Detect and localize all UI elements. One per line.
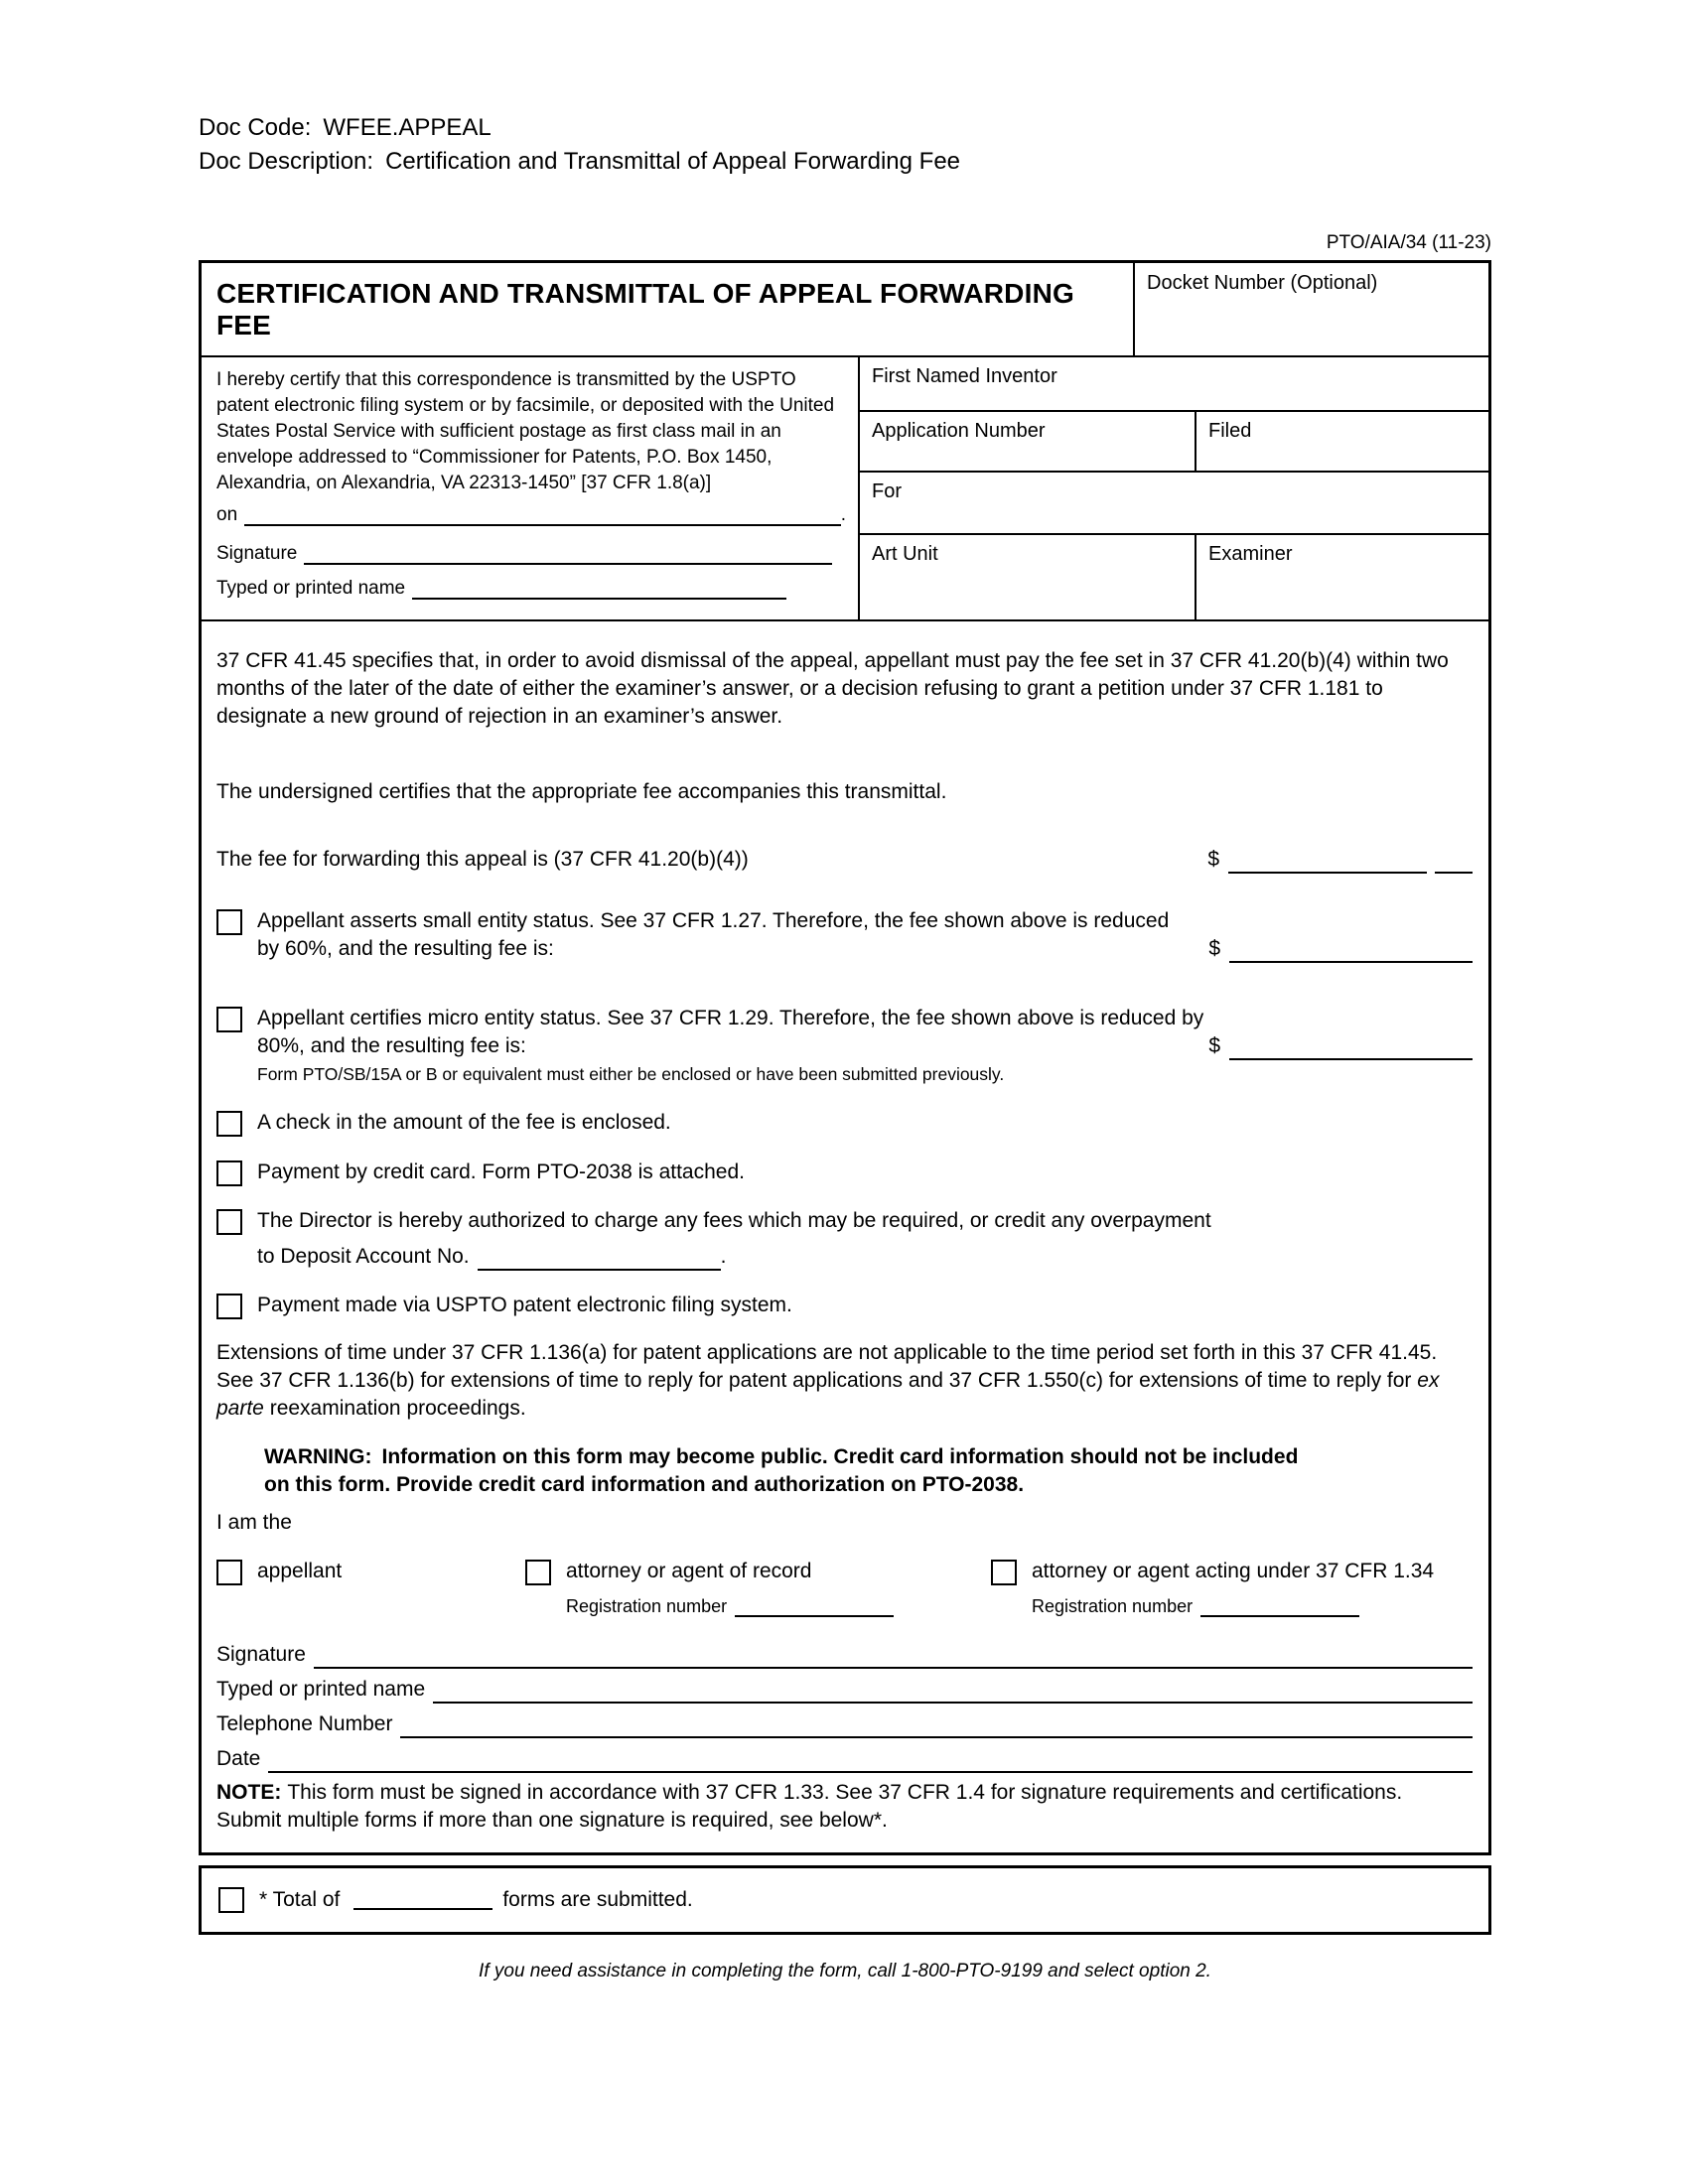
small-entity-line1: Appellant asserts small entity status. See 37 CFR 1.27. Therefore, the fee shown above is reduced <box>257 909 1170 932</box>
artunit-examiner-row <box>860 535 1488 619</box>
micro-entity-line2-text: 80%, and the resulting fee is: <box>257 1034 526 1057</box>
registration-number-field-record[interactable] <box>735 1599 894 1617</box>
cert-typed-name-field[interactable] <box>412 579 786 600</box>
i-am-the-label: I am the <box>216 1511 292 1534</box>
cert-typed-name-label: Typed or printed name <box>216 578 406 599</box>
note-label: NOTE: <box>216 1781 282 1804</box>
date-line <box>216 1745 1473 1773</box>
deposit-period: . <box>720 1245 727 1268</box>
attorney-acting-col <box>991 1558 1473 1617</box>
registration-number-field-acting[interactable] <box>1200 1599 1359 1617</box>
fee-amount-field-cents[interactable] <box>1435 854 1473 874</box>
registration-number-label: Registration number <box>566 1596 728 1616</box>
signer-type-row <box>216 1558 1473 1617</box>
warning-text1: Information on this form may become public. Credit card information should not be included <box>381 1445 1299 1468</box>
attorney-acting-label: attorney or agent acting under 37 CFR 1.34 <box>1032 1560 1435 1582</box>
typed-name-field[interactable] <box>433 1682 1473 1704</box>
total-forms-post-label: forms are submitted. <box>502 1888 693 1911</box>
micro-entity-content <box>257 1005 1473 1086</box>
application-number-cell[interactable] <box>860 412 1195 471</box>
credit-card-checkbox[interactable] <box>216 1160 242 1186</box>
fee-line <box>216 846 1473 874</box>
cert-signature-field[interactable] <box>304 544 832 565</box>
small-entity-line2 <box>257 935 1473 963</box>
micro-entity-row <box>216 1005 1473 1086</box>
note-paragraph <box>216 1779 1473 1835</box>
date-label: Date <box>216 1747 261 1770</box>
cert-signature-label: Signature <box>216 543 298 564</box>
deposit-account-line <box>257 1243 1473 1271</box>
appellant-checkbox[interactable] <box>216 1560 242 1585</box>
first-named-inventor-label: First Named Inventor <box>872 365 1057 387</box>
total-forms-count-field[interactable] <box>353 1890 492 1910</box>
small-entity-content <box>257 907 1473 963</box>
registration-number-line-acting <box>1032 1595 1473 1617</box>
total-forms-pre-label: * Total of <box>259 1888 341 1911</box>
appellant-option <box>216 1558 525 1585</box>
deposit-authorization-content <box>257 1207 1473 1271</box>
telephone-label: Telephone Number <box>216 1712 393 1735</box>
filed-cell[interactable] <box>1195 412 1488 471</box>
typed-name-line <box>216 1676 1473 1704</box>
deposit-account-label: to Deposit Account No. <box>257 1245 470 1268</box>
signature-line <box>216 1641 1473 1669</box>
footer-help-text: If you need assistance in completing the form, call 1-800-PTO-9199 and select option 2. <box>479 1961 1211 1981</box>
mailing-date-line <box>216 504 846 526</box>
on-period: . <box>840 504 846 525</box>
small-entity-row <box>216 907 1473 963</box>
check-enclosed-label: A check in the amount of the fee is enclosed. <box>257 1111 671 1134</box>
deposit-authorization-line1: The Director is hereby authorized to charge any fees which may be required, or credit any overpayment <box>257 1209 1211 1232</box>
efs-payment-checkbox[interactable] <box>216 1294 242 1319</box>
warning-block <box>264 1443 1473 1499</box>
deposit-authorization-checkbox[interactable] <box>216 1209 242 1235</box>
extensions-text-pre: Extensions of time under 37 CFR 1.136(a) for patent applications are not applicable to the time period set forth in this 37 CFR 41.45. See 37 CFR 1.136(b) for extensions of time to reply for patent applications and 37 CFR 1.550(c) for extensions of time to reply for <box>216 1341 1438 1392</box>
form-box <box>199 260 1491 1855</box>
certification-statement: I hereby certify that this correspondence is transmitted by the USPTO patent electronic filing system or by facsimile, or deposited with the United States Postal Service with sufficient postage as first class mail in an envelope addressed to “Commissioner for Patents, P.O. Box 1450, Alexandria, on Alexandria, VA 22313-1450” [37 CFR 1.8(a)] <box>216 369 835 493</box>
cert-signature-line <box>216 543 846 565</box>
paragraph-41-45: 37 CFR 41.45 specifies that, in order to avoid dismissal of the appeal, appellant must pay the fee set in 37 CFR 41.20(b)(4) within two months of the later of the date of either the examiner’s answer, or a decision refusing to grant a petition under 37 CFR 1.181 to designate a new ground of rejection in an examiner’s answer. <box>216 649 1449 728</box>
telephone-line <box>216 1710 1473 1738</box>
for-label: For <box>872 480 902 502</box>
extensions-text-post: reexamination proceedings. <box>263 1397 526 1420</box>
filed-label: Filed <box>1208 420 1252 442</box>
form-page-content <box>199 111 1491 1982</box>
examiner-label: Examiner <box>1208 543 1293 565</box>
micro-entity-line2 <box>257 1032 1473 1060</box>
signature-label: Signature <box>216 1643 306 1666</box>
telephone-field[interactable] <box>400 1716 1473 1738</box>
docket-number-cell[interactable] <box>1133 263 1488 355</box>
doc-code-line <box>199 111 1491 145</box>
attorney-record-option <box>525 1558 991 1585</box>
application-number-label: Application Number <box>872 420 1046 442</box>
micro-entity-line1: Appellant certifies micro entity status. See 37 CFR 1.29. Therefore, the fee shown above is reduced by <box>257 1007 1204 1029</box>
warning-line2: on this form. Provide credit card information and authorization on PTO-2038. <box>264 1473 1025 1496</box>
total-forms-checkbox[interactable] <box>218 1887 244 1913</box>
credit-card-label: Payment by credit card. Form PTO-2038 is attached. <box>257 1160 745 1183</box>
attorney-record-col <box>525 1558 991 1617</box>
fee-amount-field[interactable] <box>1228 854 1427 874</box>
fee-amount-group <box>1207 846 1473 874</box>
dollar-sign: $ <box>1208 937 1220 960</box>
dollar-sign: $ <box>1207 848 1219 871</box>
main-body <box>202 621 1488 1852</box>
appellant-label: appellant <box>257 1560 343 1582</box>
fee-line-label: The fee for forwarding this appeal is (37 CFR 41.20(b)(4)) <box>216 848 749 871</box>
form-number: PTO/AIA/34 (11-23) <box>1326 232 1491 253</box>
appellant-col <box>216 1558 525 1617</box>
bibliographic-column <box>860 357 1488 619</box>
application-filed-row <box>860 412 1488 473</box>
small-entity-line2-text: by 60%, and the resulting fee is: <box>257 937 554 960</box>
micro-entity-fee-group <box>1208 1032 1473 1060</box>
for-cell[interactable] <box>860 473 1488 535</box>
examiner-cell[interactable] <box>1195 535 1488 619</box>
small-entity-fee-field[interactable] <box>1229 943 1473 963</box>
undersigned-certifies-line: The undersigned certifies that the appropriate fee accompanies this transmittal. <box>216 780 947 803</box>
deposit-account-number-field[interactable] <box>478 1250 721 1271</box>
total-forms-box <box>199 1865 1491 1935</box>
art-unit-cell[interactable] <box>860 535 1195 619</box>
extensions-paragraph <box>216 1339 1473 1423</box>
doc-description-label: Doc Description: <box>199 148 374 175</box>
typed-name-label: Typed or printed name <box>216 1678 426 1701</box>
mailing-date-field[interactable] <box>244 505 841 526</box>
doc-code-value: WFEE.APPEAL <box>323 114 492 141</box>
date-field[interactable] <box>268 1751 1473 1773</box>
small-entity-fee-group <box>1208 935 1473 963</box>
micro-entity-checkbox[interactable] <box>216 1007 242 1032</box>
attorney-of-record-checkbox[interactable] <box>525 1560 551 1585</box>
extensions-ex-parte: ex parte <box>216 1369 1440 1420</box>
form-title: CERTIFICATION AND TRANSMITTAL OF APPEAL FORWARDING FEE <box>216 277 1074 341</box>
small-entity-checkbox[interactable] <box>216 909 242 935</box>
cert-typed-name-line <box>216 578 846 600</box>
deposit-authorization-row <box>216 1207 1473 1271</box>
micro-entity-fee-field[interactable] <box>1229 1040 1473 1060</box>
micro-entity-note: Form PTO/SB/15A or B or equivalent must either be enclosed or have been submitted previously. <box>257 1064 1005 1084</box>
docket-number-label: Docket Number (Optional) <box>1147 272 1378 294</box>
credit-card-row <box>216 1159 1473 1186</box>
doc-code-label: Doc Code: <box>199 114 312 141</box>
check-enclosed-checkbox[interactable] <box>216 1111 242 1137</box>
doc-description-line <box>199 145 1491 179</box>
certification-column <box>202 357 860 619</box>
art-unit-label: Art Unit <box>872 543 938 565</box>
attorney-record-label: attorney or agent of record <box>566 1560 812 1582</box>
efs-payment-row <box>216 1292 1473 1319</box>
registration-number-line-record <box>566 1595 991 1617</box>
warning-line1 <box>264 1443 1473 1471</box>
doc-description-value: Certification and Transmittal of Appeal Forwarding Fee <box>385 148 961 175</box>
check-enclosed-row <box>216 1109 1473 1137</box>
first-named-inventor-cell[interactable] <box>860 357 1488 412</box>
attorney-acting-checkbox[interactable] <box>991 1560 1017 1585</box>
signature-field[interactable] <box>314 1647 1473 1669</box>
warning-label: WARNING: <box>264 1445 372 1468</box>
dollar-sign: $ <box>1208 1034 1220 1057</box>
efs-payment-label: Payment made via USPTO patent electronic filing system. <box>257 1294 792 1316</box>
attorney-acting-option <box>991 1558 1473 1585</box>
certification-section <box>202 357 1488 621</box>
note-text: This form must be signed in accordance with 37 CFR 1.33. See 37 CFR 1.4 for signature requirements and certifications. Submit multiple forms if more than one signature is required, see below*. <box>216 1781 1403 1832</box>
registration-number-label: Registration number <box>1032 1596 1194 1616</box>
on-label: on <box>216 504 238 525</box>
title-row <box>202 263 1488 357</box>
